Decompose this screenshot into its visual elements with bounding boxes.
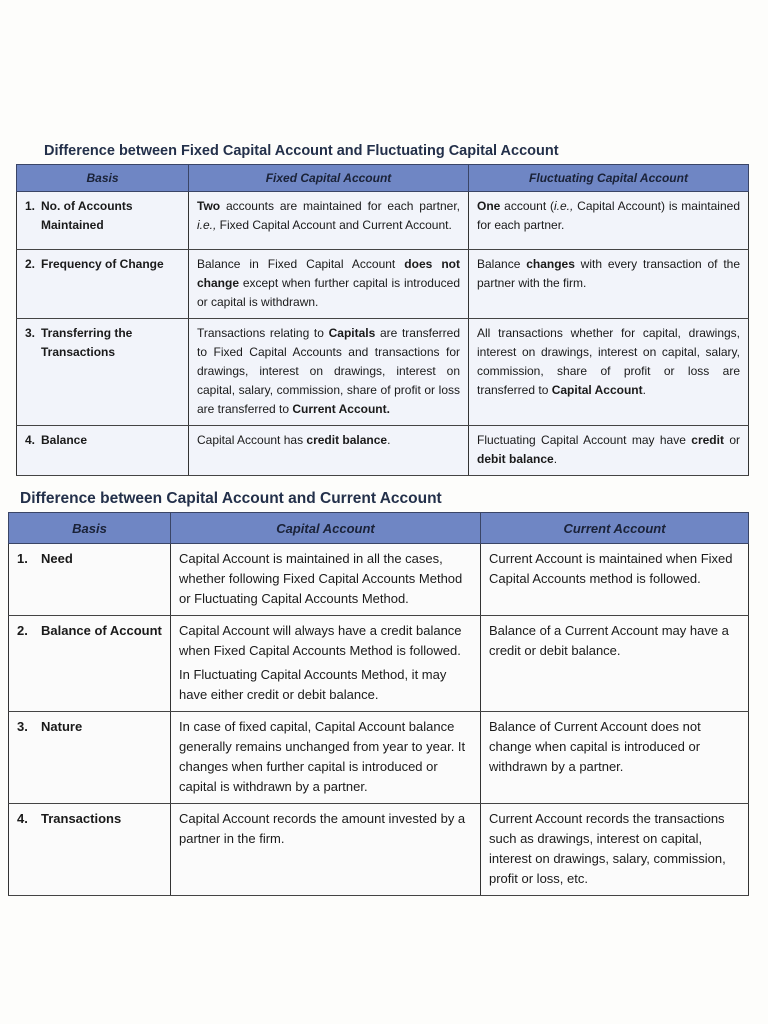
header-basis: Basis bbox=[9, 513, 171, 544]
table-row bbox=[9, 616, 749, 712]
fluctuating-capital-cell: All transactions whether for capital, drawings, interest on drawings, interest on capital, salary, commission, share of profit or loss are transferred to Capital Account. bbox=[469, 319, 749, 426]
capital-account-cell bbox=[171, 712, 481, 804]
header-fluctuating-capital: Fluctuating Capital Account bbox=[469, 165, 749, 192]
table-row bbox=[9, 544, 749, 616]
basis-text-continued: Transactions bbox=[41, 345, 116, 359]
basis-cell bbox=[17, 426, 189, 476]
current-account-cell: Current Account is maintained when Fixed Capital Accounts method is followed. bbox=[481, 544, 749, 616]
fluctuating-capital-cell: Balance changes with every transaction of the partner with the firm. bbox=[469, 250, 749, 319]
table-row bbox=[17, 250, 749, 319]
basis-cell bbox=[17, 192, 189, 250]
capital-account-text: Capital Account will always have a credit balance when Fixed Capital Accounts Method is followed. bbox=[179, 623, 462, 658]
table-row bbox=[17, 319, 749, 426]
basis-cell bbox=[9, 804, 171, 896]
row-number: 1. bbox=[25, 199, 36, 213]
row-number: 3. bbox=[17, 719, 28, 734]
capital-account-text: Capital Account is maintained in all the cases, whether following Fixed Capital Accounts Method or Fluctuating Capital Accounts Method. bbox=[179, 551, 463, 606]
header-capital-account: Capital Account bbox=[171, 513, 481, 544]
table-row bbox=[9, 804, 749, 896]
table1-title: Difference between Fixed Capital Account and Fluctuating Capital Account bbox=[44, 143, 559, 159]
capital-account-cell bbox=[171, 804, 481, 896]
current-account-cell: Balance of a Current Account may have a credit or debit balance. bbox=[481, 616, 749, 712]
basis-cell bbox=[9, 616, 171, 712]
basis-cell bbox=[17, 319, 189, 426]
current-account-cell: Balance of Current Account does not change when capital is introduced or withdrawn by a partner. bbox=[481, 712, 749, 804]
table-row bbox=[17, 192, 749, 250]
table-row bbox=[9, 712, 749, 804]
table-row bbox=[17, 426, 749, 476]
basis-label bbox=[25, 197, 180, 216]
capital-account-cell bbox=[171, 616, 481, 712]
row-number: 2. bbox=[25, 257, 36, 271]
header-fixed-capital: Fixed Capital Account bbox=[189, 165, 469, 192]
header-current-account: Current Account bbox=[481, 513, 749, 544]
basis-text: Transferring the bbox=[41, 326, 133, 340]
row-number: 3. bbox=[25, 326, 36, 340]
fixed-vs-fluctuating-table bbox=[16, 164, 749, 476]
basis-text-continued: Maintained bbox=[41, 218, 104, 232]
basis-text: Balance bbox=[41, 433, 88, 447]
fixed-capital-cell: Transactions relating to Capitals are transferred to Fixed Capital Accounts and transactions for drawings, interest on drawings, interest on capital, salary, commission, share of profit or loss are transferred to Current Account. bbox=[189, 319, 469, 426]
basis-text: Transactions bbox=[41, 811, 122, 826]
fluctuating-capital-cell: One account (i.e., Capital Account) is maintained for each partner. bbox=[469, 192, 749, 250]
basis-text: Need bbox=[41, 551, 73, 566]
basis-label bbox=[25, 324, 180, 343]
basis-label bbox=[25, 431, 180, 450]
basis-text: Frequency of Change bbox=[41, 257, 164, 271]
capital-account-text: In case of fixed capital, Capital Account balance generally remains unchanged from year to year. It changes when further capital is introduced or capital is withdrawn by a partner. bbox=[179, 719, 466, 794]
basis-text: Nature bbox=[41, 719, 83, 734]
fluctuating-capital-cell: Fluctuating Capital Account may have credit or debit balance. bbox=[469, 426, 749, 476]
table2-title: Difference between Capital Account and Current Account bbox=[20, 490, 442, 507]
row-number: 4. bbox=[17, 811, 28, 826]
capital-account-note: In Fluctuating Capital Accounts Method, it may have either credit or debit balance. bbox=[179, 667, 447, 702]
fixed-capital-cell: Balance in Fixed Capital Account does not change except when further capital is introduced or capital is withdrawn. bbox=[189, 250, 469, 319]
fixed-capital-cell: Capital Account has credit balance. bbox=[189, 426, 469, 476]
row-number: 4. bbox=[25, 433, 36, 447]
basis-label bbox=[25, 255, 180, 274]
capital-account-cell bbox=[171, 544, 481, 616]
fixed-capital-cell: Two accounts are maintained for each partner, i.e., Fixed Capital Account and Current Account. bbox=[189, 192, 469, 250]
row-number: 1. bbox=[17, 551, 28, 566]
basis-text: No. of Accounts bbox=[41, 199, 133, 213]
basis-cell bbox=[17, 250, 189, 319]
capital-account-text: Capital Account records the amount invested by a partner in the firm. bbox=[179, 811, 466, 846]
capital-vs-current-table bbox=[8, 512, 749, 896]
header-basis: Basis bbox=[17, 165, 189, 192]
row-number: 2. bbox=[17, 623, 28, 638]
basis-cell bbox=[9, 712, 171, 804]
current-account-cell: Current Account records the transactions such as drawings, interest on capital, interest on drawings, salary, commission, profit or loss, etc. bbox=[481, 804, 749, 896]
basis-cell bbox=[9, 544, 171, 616]
basis-text: Balance of Account bbox=[41, 623, 162, 638]
